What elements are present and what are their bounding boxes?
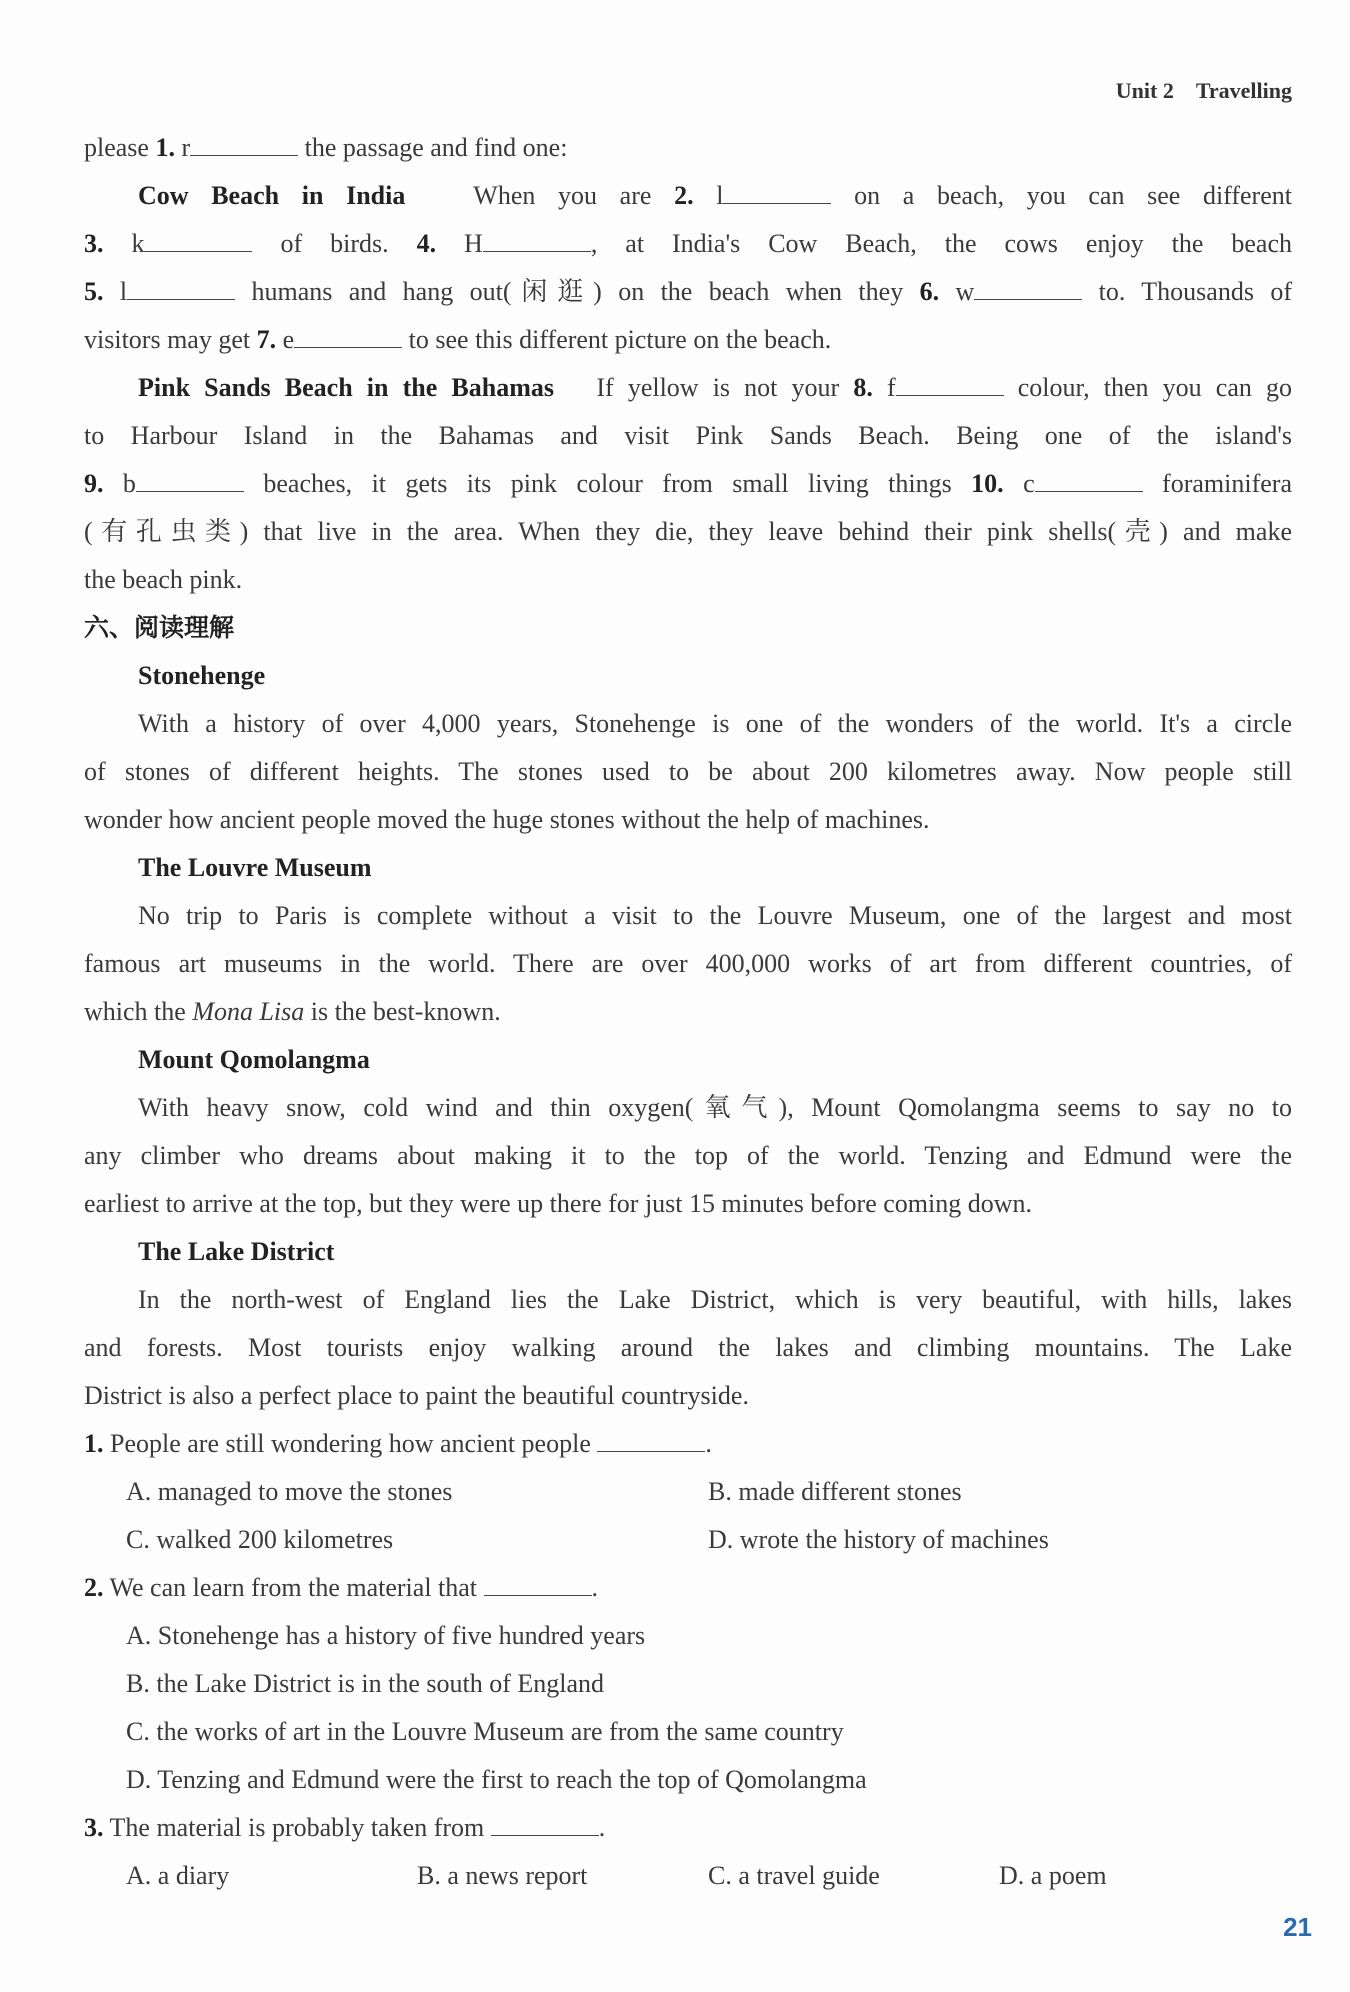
text: , at India's Cow Beach, the cows enjoy the beach <box>590 229 1292 258</box>
answer-blank[interactable] <box>597 1429 705 1452</box>
answer-blank[interactable] <box>974 277 1082 300</box>
text: foraminifera <box>1142 469 1292 498</box>
passage-line: any climber who dreams about making it to the top of the world. Tenzing and Edmund were the <box>84 1141 1292 1170</box>
text: colour, then you can go <box>1003 373 1292 402</box>
text: humans and hang out(闲逛) on the beach when they <box>235 277 920 306</box>
option-d[interactable]: D. wrote the history of machines <box>708 1525 1049 1554</box>
fill-line-7: to Harbour Island in the Bahamas and visit Pink Sands Beach. Being one of the island's <box>84 421 1292 450</box>
text: visitors may get <box>84 325 257 354</box>
passage-heading-lake: The Lake District <box>138 1237 335 1266</box>
fill-line-3 <box>84 220 1292 268</box>
text: to. Thousands of <box>1082 277 1292 306</box>
text: beaches, it gets its pink colour from small living things <box>243 469 972 498</box>
fill-line-4 <box>84 268 1292 316</box>
passage-heading-louvre: The Louvre Museum <box>138 853 372 882</box>
option-b[interactable]: B. a news report <box>417 1861 588 1890</box>
header-unit: Unit 2 <box>1115 78 1174 103</box>
page-content <box>84 124 1292 1900</box>
answer-blank[interactable] <box>127 277 235 300</box>
passage-line: In the north-west of England lies the Lake District, which is very beautiful, with hills, lakes <box>138 1285 1292 1314</box>
question-stem: People are still wondering how ancient people <box>110 1429 591 1458</box>
text: f <box>872 373 896 402</box>
passage-line: With a history of over 4,000 years, Stonehenge is one of the wonders of the world. It's a circle <box>138 709 1292 738</box>
text: on a beach, you can see different <box>831 181 1292 210</box>
options-row <box>84 1852 1292 1900</box>
question-number: 3. <box>84 1813 104 1842</box>
option-b[interactable]: B. made different stones <box>708 1477 962 1506</box>
question-stem: The material is probably taken from <box>109 1813 485 1842</box>
blank-number: 6. <box>919 277 940 306</box>
answer-blank[interactable] <box>144 229 252 252</box>
option-c[interactable]: C. the works of art in the Louvre Museum are from the same country <box>126 1717 844 1746</box>
subheading: Cow Beach in India <box>138 181 406 210</box>
passage-heading-qomolangma: Mount Qomolangma <box>138 1045 370 1074</box>
blank-number: 10. <box>971 469 1004 498</box>
answer-blank[interactable] <box>491 1813 599 1836</box>
text: r <box>174 133 191 162</box>
text: c <box>1003 469 1035 498</box>
question-3: 3. The material is probably taken from . <box>84 1813 606 1842</box>
answer-blank[interactable] <box>136 469 244 492</box>
header-title: Travelling <box>1195 78 1292 103</box>
fill-line-9: (有孔虫类) that live in the area. When they die, they leave behind their pink shells(壳) and make <box>84 517 1292 546</box>
question-stem: We can learn from the material that <box>109 1573 478 1602</box>
blank-number: 3. <box>84 229 104 258</box>
text: which the <box>84 997 193 1026</box>
fill-line-2 <box>84 172 1292 220</box>
option-d[interactable]: D. a poem <box>999 1861 1107 1890</box>
passage-line: District is also a perfect place to paint the beautiful countryside. <box>84 1381 749 1410</box>
passage-line: of stones of different heights. The stones used to be about 200 kilometres away. Now people still <box>84 757 1292 786</box>
text: of birds. <box>252 229 417 258</box>
text: e <box>276 325 295 354</box>
answer-blank[interactable] <box>190 133 298 156</box>
text: is the best-known. <box>304 997 501 1026</box>
passage-line: With heavy snow, cold wind and thin oxygen(氧气), Mount Qomolangma seems to say no to <box>138 1093 1292 1122</box>
fill-line-8 <box>84 460 1292 508</box>
text: the passage and find one: <box>298 133 568 162</box>
options-row <box>84 1468 1292 1516</box>
passage-line: wonder how ancient people moved the huge stones without the help of machines. <box>84 805 930 834</box>
passage-line <box>84 988 1292 1036</box>
text: k <box>103 229 145 258</box>
answer-blank[interactable] <box>896 373 1004 396</box>
text: H <box>436 229 483 258</box>
fill-line-5 <box>84 316 1292 364</box>
question-number: 1. <box>84 1429 104 1458</box>
passage-line: and forests. Most tourists enjoy walking around the lakes and climbing mountains. The Lake <box>84 1333 1292 1362</box>
answer-blank[interactable] <box>294 325 402 348</box>
blank-number: 8. <box>853 373 873 402</box>
option-c[interactable]: C. a travel guide <box>708 1861 880 1890</box>
option-c[interactable]: C. walked 200 kilometres <box>126 1525 394 1554</box>
fill-line-1 <box>84 124 1292 172</box>
text: b <box>103 469 136 498</box>
options-row <box>84 1516 1292 1564</box>
answer-blank[interactable] <box>723 181 831 204</box>
fill-line-6 <box>84 364 1292 412</box>
option-b[interactable]: B. the Lake District is in the south of England <box>126 1669 605 1698</box>
text: to see this different picture on the beach. <box>402 325 832 354</box>
option-a[interactable]: A. managed to move the stones <box>126 1477 453 1506</box>
passage-heading-stonehenge: Stonehenge <box>138 661 266 690</box>
blank-number: 7. <box>256 325 277 354</box>
running-header <box>1116 78 1292 104</box>
blank-number: 1. <box>155 133 175 162</box>
blank-number: 9. <box>84 469 104 498</box>
blank-number: 4. <box>416 229 437 258</box>
question-2: 2. We can learn from the material that . <box>84 1573 599 1602</box>
page-number: 21 <box>1283 1912 1312 1942</box>
text: l <box>693 181 724 210</box>
option-a[interactable]: A. Stonehenge has a history of five hundred years <box>126 1621 646 1650</box>
text: l <box>103 277 128 306</box>
text: please <box>84 133 156 162</box>
question-number: 2. <box>84 1573 104 1602</box>
answer-blank[interactable] <box>1035 469 1143 492</box>
italic-title: Mona Lisa <box>192 997 305 1026</box>
option-a[interactable]: A. a diary <box>126 1861 230 1890</box>
option-d[interactable]: D. Tenzing and Edmund were the first to reach the top of Qomolangma <box>126 1765 867 1794</box>
answer-blank[interactable] <box>484 1573 592 1596</box>
question-1: 1. People are still wondering how ancient people . <box>84 1429 712 1458</box>
text: If yellow is not your <box>596 373 854 402</box>
answer-blank[interactable] <box>483 229 591 252</box>
passage-line: earliest to arrive at the top, but they were up there for just 15 minutes before coming down. <box>84 1189 1032 1218</box>
section-title: 六、阅读理解 <box>84 613 235 642</box>
passage-line: famous art museums in the world. There are over 400,000 works of art from different countries, of <box>84 949 1292 978</box>
text: When you are <box>473 181 675 210</box>
passage-line: No trip to Paris is complete without a visit to the Louvre Museum, one of the largest and most <box>138 901 1292 930</box>
text: w <box>939 277 975 306</box>
fill-line-10: the beach pink. <box>84 565 243 594</box>
subheading: Pink Sands Beach in the Bahamas <box>138 373 554 402</box>
blank-number: 5. <box>84 277 104 306</box>
blank-number: 2. <box>674 181 694 210</box>
